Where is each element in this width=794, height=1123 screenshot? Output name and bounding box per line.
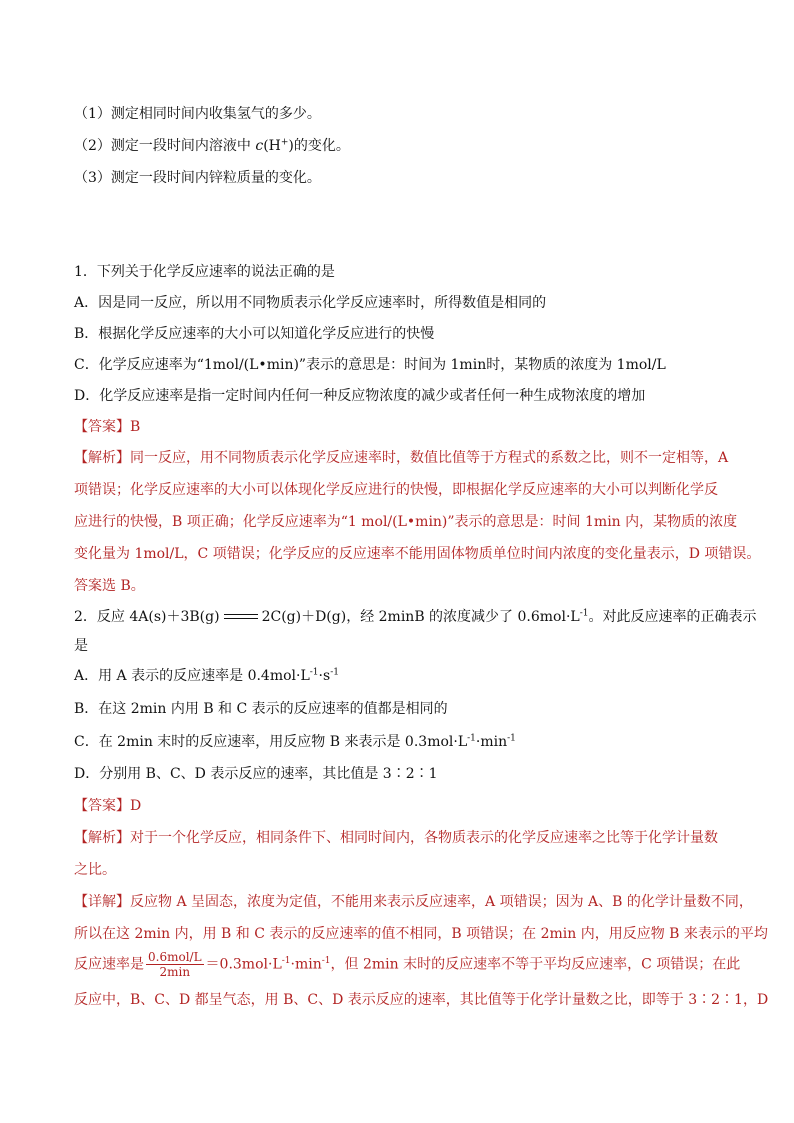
q2-detail-line-3: 反应速率是 $\frac{\text{0.6mol/L}}{2\min}$ $=0.3mol\cdot L^{-1}\cdot\min^{-1}$，但 2min 末时的反应速率不等于平均反应速率，C 项错误；在此 <box>74 950 741 979</box>
q1-answer: 【答案】B <box>74 419 141 435</box>
q2-analysis-line-1: 【解析】对于一个化学反应，相同条件下、相同时间内，各物质表示的化学反应速率之比等于化学计量数 <box>74 830 718 846</box>
intro-line-1: （1）测定相同时间内收集氢气的多少。 <box>74 106 321 122</box>
intro-line-3: （3）测定一段时间内锌粒质量的变化。 <box>74 170 321 186</box>
q1-stem: 1．下列关于化学反应速率的说法正确的是 <box>74 264 335 280</box>
q1-explanation-line-1: 【解析】同一反应，用不同物质表示化学反应速率时，数值比值等于方程式的系数之比，则不一定相等，A <box>74 450 729 466</box>
q1-explanation-line-3: 应进行的快慢，B 项正确；化学反应速率为“1 mol/(L•min)”表示的意思是：时间 1min 内，某物质的浓度 <box>74 514 738 530</box>
q2-option-d: D．分别用 B、C、D 表示反应的速率，其比值是 3∶2∶1 <box>74 766 438 782</box>
equilibrium-arrow-icon <box>224 613 258 621</box>
q2-analysis-line-2: 之比。 <box>74 862 116 878</box>
q2-option-b: B．在这 2min 内用 B 和 C 表示的反应速率的值都是相同的 <box>74 701 448 717</box>
q1-explanation-line-4: 变化量为 1mol/L，C 项错误；化学反应的反应速率不能用固体物质单位时间内浓度的变化量表示，D 项错误。 <box>74 546 761 562</box>
q1-explanation-line-5: 答案选 B。 <box>74 578 145 594</box>
q2-option-c: C．在 2min 末时的反应速率，用反应物 B 来表示是 $0.3mol\cdot L^{-1}\cdot\min^{-1}$ <box>74 733 516 750</box>
q2-stem-line-2: 是 <box>74 638 88 654</box>
q1-option-c: C．化学反应速率为“1mol/(L•min)”表示的意思是：时间为 1min时，某物质的浓度为 1mol/L <box>74 357 666 373</box>
q2-answer: 【答案】D <box>74 798 142 814</box>
intro-line-2: （2）测定一段时间内溶液中 c(H+)的变化。 <box>74 137 350 154</box>
q2-detail-line-1: 【详解】反应物 A 呈固态，浓度为定值，不能用来表示反应速率，A 项错误；因为 A、B 的化学计量数不同， <box>74 894 753 910</box>
q1-option-b: B．根据化学反应速率的大小可以知道化学反应进行的快慢 <box>74 326 435 342</box>
q1-explanation-line-2: 项错误；化学反应速率的大小可以体现化学反应进行的快慢，即根据化学反应速率的大小可以判断化学反 <box>74 482 718 498</box>
q1-option-a: A．因是同一反应，所以用不同物质表示化学反应速率时，所得数值是相同的 <box>74 295 547 311</box>
q2-stem-line-1: 2．反应 4A(s)＋3B(g) 2C(g)＋D(g)，经 2minB 的浓度减少了 $0.6mol\cdot L^{-1}$。对此反应速率的正确表示 <box>74 608 757 625</box>
rate-fraction: $\frac{\text{0.6mol/L}}{2\min}$ <box>148 950 202 979</box>
q2-option-a: A．用 A 表示的反应速率是 $0.4mol\cdot L^{-1}\cdot s^{-1}$ <box>74 667 339 684</box>
q2-detail-line-4: 反应中，B、C、D 都呈气态，用 B、C、D 表示反应的速率，其比值等于化学计量数之比，即等于 3∶2∶1，D <box>74 992 769 1008</box>
q1-option-d: D．化学反应速率是指一定时间内任何一种反应物浓度的减少或者任何一种生成物浓度的增加 <box>74 388 646 404</box>
q2-detail-line-2: 所以在这 2min 内，用 B 和 C 表示的反应速率的值不相同，B 项错误；在 2min 内，用反应物 B 来表示的平均 <box>74 926 768 942</box>
